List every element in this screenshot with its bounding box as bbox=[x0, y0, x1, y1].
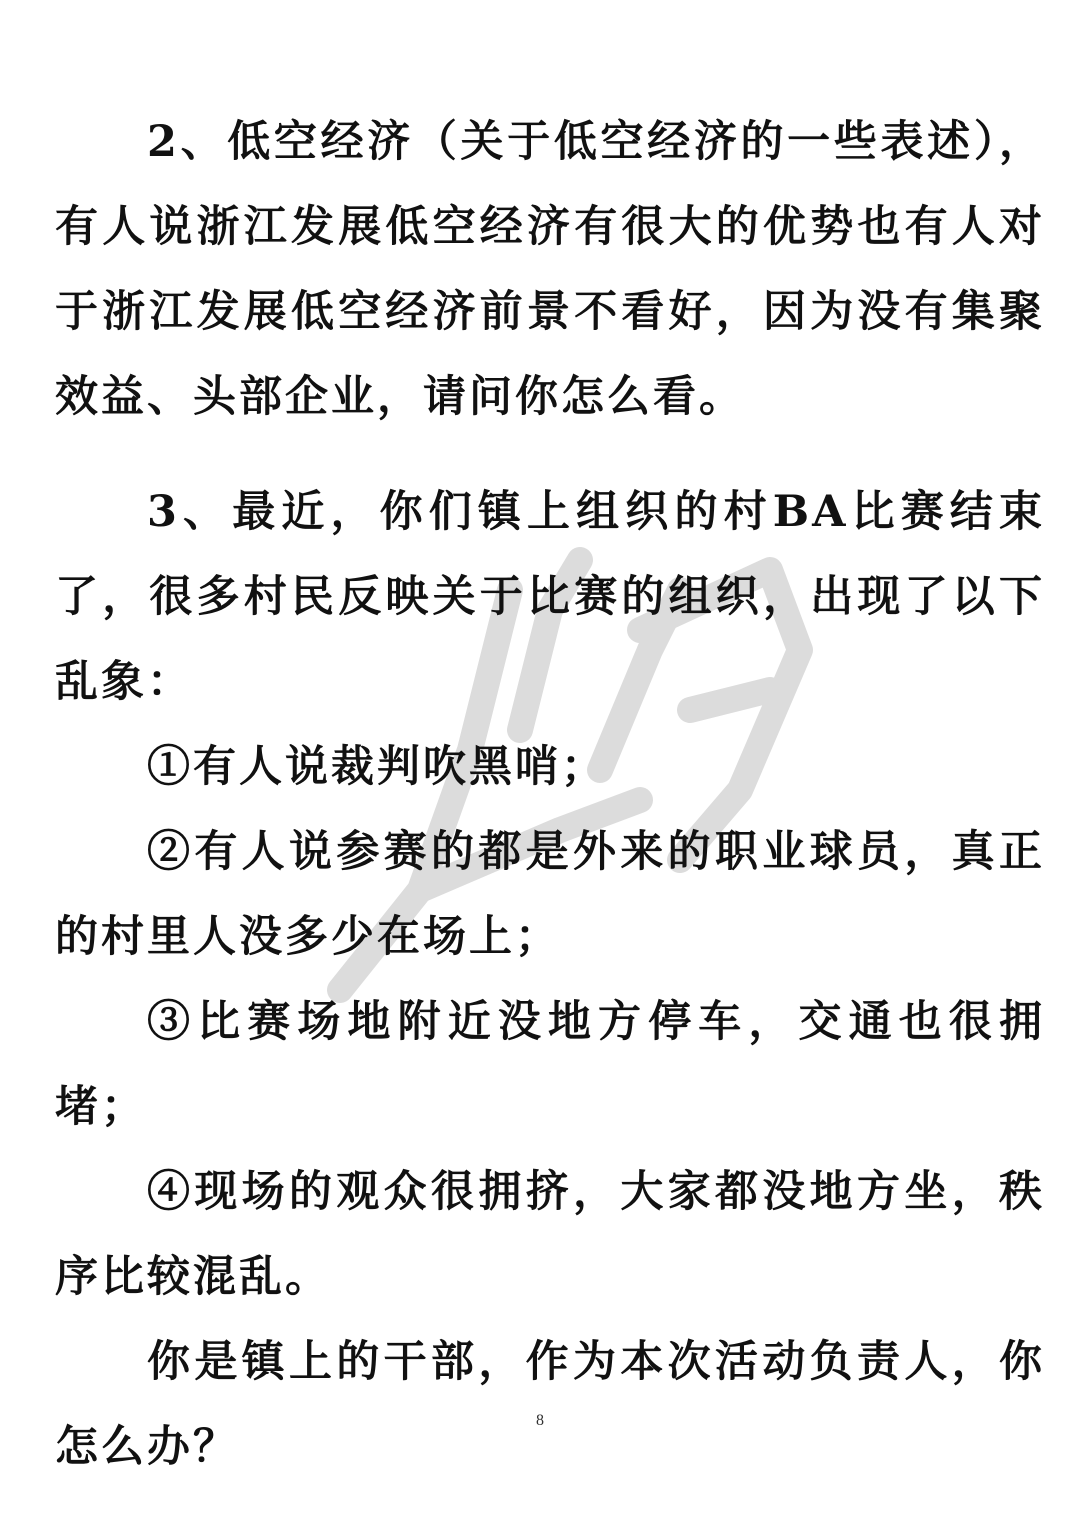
document-body bbox=[55, 100, 1045, 1490]
issue-3-item: ③比赛场地附近没地方停车，交通也很拥堵； bbox=[55, 997, 1045, 1132]
question-prompt: 你是镇上的干部，作为本次活动负责人，你怎么办？ bbox=[55, 1337, 1045, 1472]
issue-1-item: ①有人说裁判吹黑哨； bbox=[147, 742, 607, 792]
question-2-paragraph: 2、低空经济（关于低空经济的一些表述），有人说浙江发展低空经济有很大的优势也有人对于浙江发展低空经济前景不看好，因为没有集聚效益、头部企业，请问你怎么看。 bbox=[55, 117, 1045, 422]
page-number: 8 bbox=[536, 1412, 544, 1429]
paragraph-gap bbox=[55, 440, 1045, 470]
issue-4-item: ④现场的观众很拥挤，大家都没地方坐，秩序比较混乱。 bbox=[55, 1167, 1045, 1302]
question-3-paragraph: 3、最近，你们镇上组织的村BA比赛结束了，很多村民反映关于比赛的组织，出现了以下乱象： bbox=[55, 487, 1045, 707]
issue-2-item: ②有人说参赛的都是外来的职业球员，真正的村里人没多少在场上； bbox=[55, 827, 1045, 962]
